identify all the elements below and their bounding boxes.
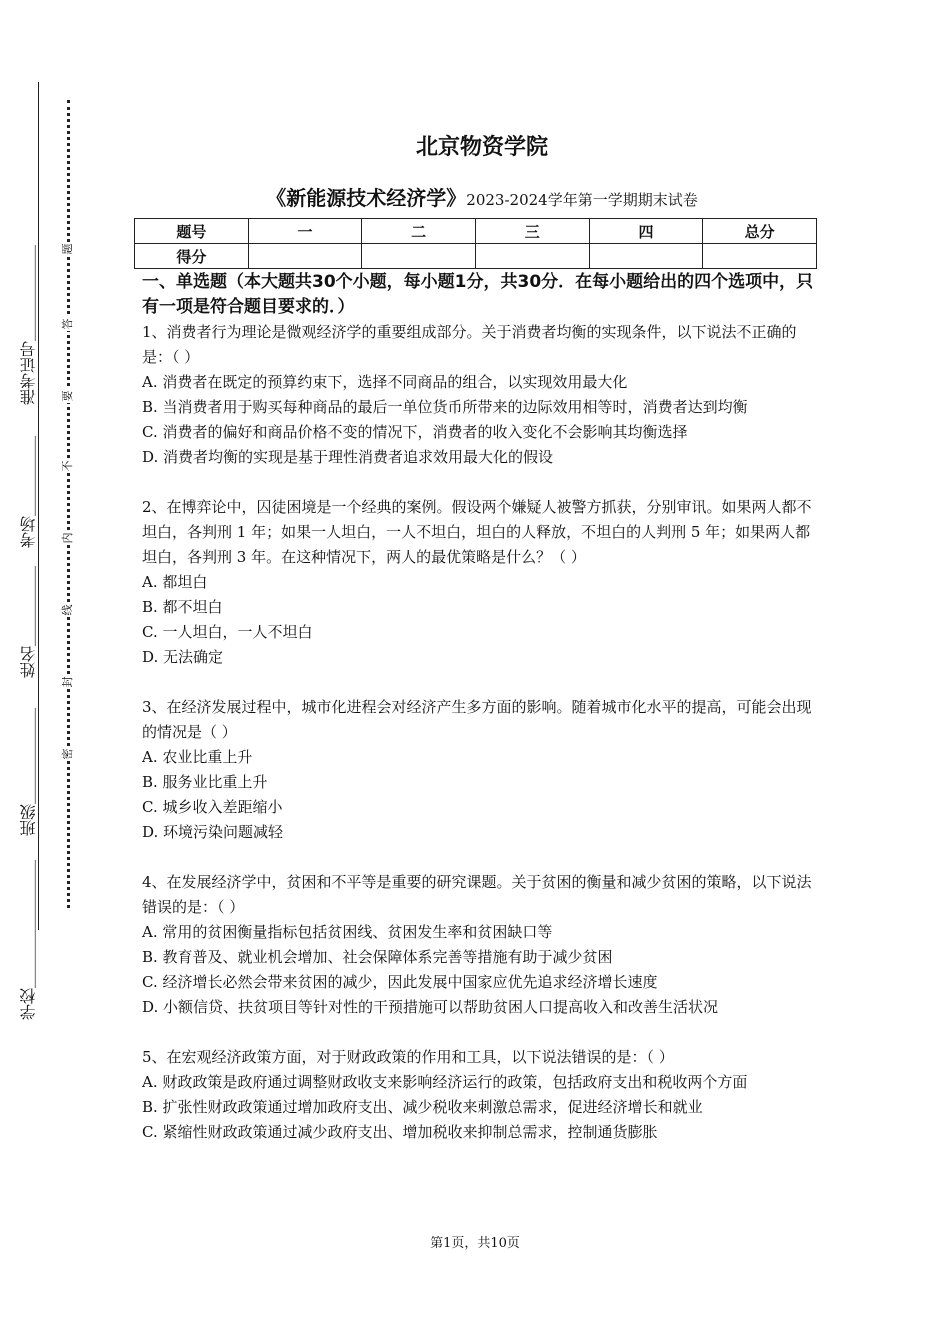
question-option: D. 小额信贷、扶贫项目等针对性的干预措施可以帮助贫困人口提高收入和改善生活状况	[142, 998, 719, 1016]
question-option: A. 消费者在既定的预算约束下，选择不同商品的组合，以实现效用最大化	[142, 373, 628, 391]
score-cell: 总分	[703, 219, 817, 244]
score-table-score-row	[135, 244, 817, 269]
question-option: A. 都坦白	[142, 573, 208, 591]
school-name: 北京物资学院	[415, 135, 548, 160]
question-option: A. 常用的贫困衡量指标包括贫困线、贫困发生率和贫困缺口等	[142, 923, 553, 941]
question-stem: 3、在经济发展过程中，城市化进程会对经济产生多方面的影响。随着城市化水平的提高，可能会出现的情况是（ ）	[142, 698, 812, 741]
question-option: B. 扩张性财政政策通过增加政府支出、减少税收来刺激总需求，促进经济增长和就业	[142, 1098, 703, 1116]
question	[142, 320, 822, 470]
question-option: D. 消费者均衡的实现是基于理性消费者追求效用最大化的假设	[142, 448, 554, 466]
question-option: B. 都不坦白	[142, 598, 223, 616]
question-option: D. 环境污染问题减轻	[142, 823, 284, 841]
seal-char: 封	[61, 676, 74, 688]
question-stem: 5、在宏观经济政策方面，对于财政政策的作用和工具，以下说法错误的是：（ ）	[142, 1048, 674, 1066]
seal-char: 不	[61, 460, 74, 472]
question-option: A. 农业比重上升	[142, 748, 253, 766]
seal-char: 线	[61, 604, 74, 616]
question-option: C. 经济增长必然会带来贫困的减少，因此发展中国家应优先追求经济增长速度	[142, 973, 658, 991]
score-table-header-row	[135, 219, 817, 244]
seal-char: 要	[61, 390, 74, 402]
question-option: A. 财政政策是政府通过调整财政收支来影响经济运行的政策，包括政府支出和税收两个方面	[142, 1073, 748, 1091]
score-blank-cell[interactable]	[248, 244, 362, 269]
question-list	[142, 320, 822, 1170]
score-blank-cell[interactable]	[475, 244, 589, 269]
field-class: 班级＿＿＿＿＿＿	[19, 708, 38, 836]
score-cell: 一	[248, 219, 362, 244]
field-exam-room: 考场＿＿＿＿＿	[19, 436, 38, 548]
field-admission-number: 准考证号＿＿＿＿＿＿	[19, 245, 38, 405]
question-stem: 4、在发展经济学中，贫困和不平等是重要的研究课题。关于贫困的衡量和减少贫困的策略，以下说法错误的是：（ ）	[142, 873, 812, 916]
seal-char: 答	[61, 318, 74, 330]
question	[142, 695, 822, 845]
binding-dotted-line	[67, 100, 70, 908]
question-stem: 1、消费者行为理论是微观经济学的重要组成部分。关于消费者均衡的实现条件，以下说法不正确的是：（ ）	[142, 323, 797, 366]
question-option: B. 服务业比重上升	[142, 773, 268, 791]
question-option: C. 一人坦白，一人不坦白	[142, 623, 313, 641]
question-option: C. 紧缩性财政政策通过减少政府支出、增加税收来抑制总需求，控制通货膨胀	[142, 1123, 658, 1141]
score-cell: 题号	[135, 219, 249, 244]
seal-char: 内	[61, 532, 74, 544]
binding-solid-line	[38, 82, 39, 930]
score-cell: 四	[589, 219, 703, 244]
score-blank-cell[interactable]	[362, 244, 476, 269]
score-cell: 二	[362, 219, 476, 244]
score-blank-cell[interactable]	[589, 244, 703, 269]
question-option: B. 教育普及、就业机会增加、社会保障体系完善等措施有助于减少贫困	[142, 948, 613, 966]
score-table	[134, 218, 817, 269]
field-name: 姓名＿＿＿＿＿	[19, 566, 38, 678]
term-text: 2023-2024学年第一学期期末试卷	[466, 191, 698, 209]
binding-margin	[0, 0, 120, 1344]
question	[142, 870, 822, 1020]
seal-char: 密	[61, 748, 74, 760]
score-blank-cell[interactable]	[703, 244, 817, 269]
question	[142, 1045, 822, 1145]
section-heading: 一、单选题（本大题共30个小题，每小题1分，共30分．在每小题给出的四个选项中，只有一项是符合题目要求的．）	[142, 272, 814, 317]
question-option: D. 无法确定	[142, 648, 224, 666]
page-footer: 第1页，共10页	[430, 1236, 520, 1251]
seal-char: 题	[61, 243, 74, 255]
question-option: C. 城乡收入差距缩小	[142, 798, 283, 816]
question-option: C. 消费者的偏好和商品价格不变的情况下，消费者的收入变化不会影响其均衡选择	[142, 423, 688, 441]
question	[142, 495, 822, 670]
field-school: 学校＿＿＿＿＿＿＿＿	[19, 860, 38, 1020]
exam-title	[142, 182, 822, 211]
question-stem: 2、在博弈论中，囚徒困境是一个经典的案例。假设两个嫌疑人被警方抓获，分别审讯。如果两人都不坦白，各判刑 1 年；如果一人坦白，一人不坦白，坦白的人释放，不坦白的人判刑 5 年；如果两人都坦白，各判刑 3 年。在这种情况下，两人的最优策略是什么？（ ）	[142, 498, 812, 566]
score-cell: 得分	[135, 244, 249, 269]
course-name: 《新能源技术经济学》	[266, 186, 467, 210]
score-cell: 三	[475, 219, 589, 244]
question-option: B. 当消费者用于购买每种商品的最后一单位货币所带来的边际效用相等时，消费者达到均衡	[142, 398, 748, 416]
